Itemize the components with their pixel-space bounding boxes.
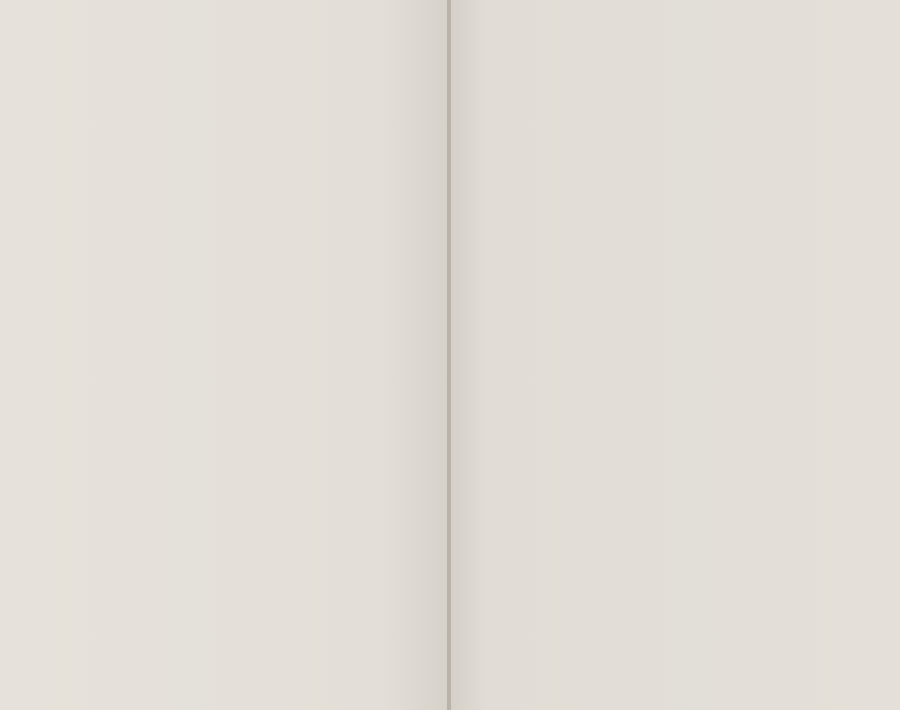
right-page bbox=[451, 0, 900, 710]
left-page-text bbox=[0, 0, 449, 710]
